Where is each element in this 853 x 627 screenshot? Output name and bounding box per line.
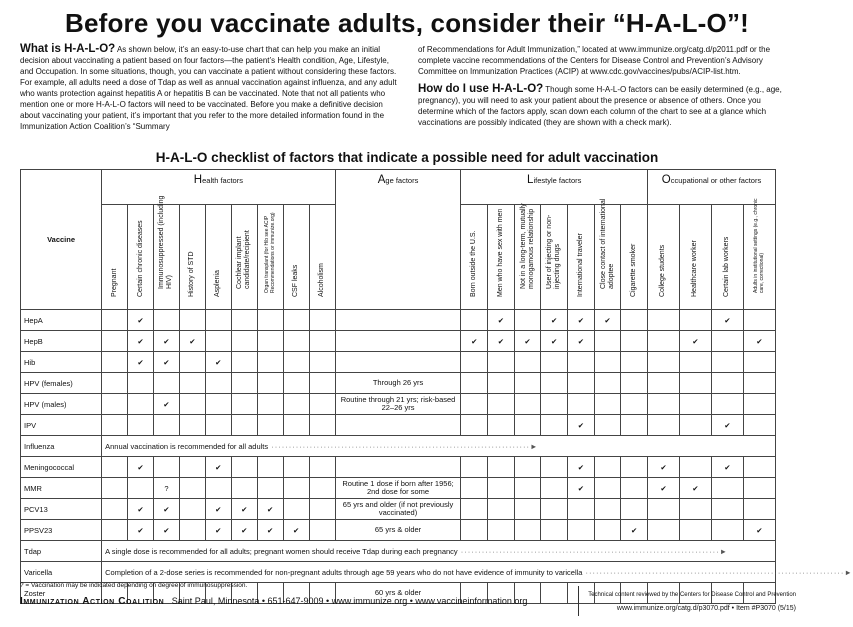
- table-row: [21, 352, 776, 373]
- empty-cell: [461, 352, 488, 373]
- age-factor-cell: 65 yrs and older (if not previously vaccinated): [335, 499, 461, 520]
- vaccine-name: Zoster: [21, 583, 102, 604]
- age-factor-cell: [335, 310, 461, 331]
- empty-cell: [283, 373, 309, 394]
- vaccine-name: PPSV23: [21, 520, 102, 541]
- empty-cell: [461, 373, 488, 394]
- check-icon: ✔: [541, 331, 568, 352]
- empty-cell: [283, 415, 309, 436]
- vaccine-name: MMR: [21, 478, 102, 499]
- table-row: [21, 394, 776, 415]
- occupational-factor-healthcare-worker: Healthcare worker: [679, 205, 711, 310]
- age-factors-header: Age factors: [335, 170, 461, 310]
- lifestyle-factor-born-outside-the-u-s: Born outside the U.S.: [461, 205, 488, 310]
- vaccine-name: Influenza: [21, 436, 102, 457]
- empty-cell: [648, 352, 680, 373]
- table-row: [21, 415, 776, 436]
- empty-cell: [283, 331, 309, 352]
- what-text: As shown below, it’s an easy-to-use chart that can help you make an initial decision about vaccinating a patient based on four factors—the patient’s Health condition, Age, Lifestyle, and Occupation. In some situations, though, you can vaccinate a patient without considering these factors. For example, all adults need a dose of Tdap as well as annual vaccination against influenza, and any adult who wants protection against hepatitis A or hepatitis B can be vaccinated. Note that not all patients who mention one or more H-A-L-O factors will need to be vaccinated. Before you make a definitive decision about vaccinating your patient, it’s important that you refer to the more detailed information found in the Immunization Action Coalition’s “Summary: [20, 45, 397, 131]
- empty-cell: [648, 394, 680, 415]
- check-icon: ✔: [153, 352, 179, 373]
- empty-cell: [102, 520, 128, 541]
- empty-cell: [461, 520, 488, 541]
- empty-cell: [283, 310, 309, 331]
- empty-cell: [679, 310, 711, 331]
- empty-cell: [743, 373, 775, 394]
- empty-cell: [283, 457, 309, 478]
- check-icon: ✔: [568, 415, 595, 436]
- empty-cell: [711, 520, 743, 541]
- empty-cell: [621, 415, 648, 436]
- empty-cell: [514, 394, 541, 415]
- lifestyle-factor-close-contact-of-international: Close contact of international adoptee: [594, 205, 621, 310]
- empty-cell: [488, 352, 515, 373]
- check-icon: ✔: [128, 499, 154, 520]
- empty-cell: [594, 457, 621, 478]
- check-icon: ✔: [153, 499, 179, 520]
- empty-cell: [711, 373, 743, 394]
- age-factor-cell: Routine through 21 yrs; risk-based 22–26 yrs: [335, 394, 461, 415]
- empty-cell: [153, 457, 179, 478]
- empty-cell: [679, 499, 711, 520]
- empty-cell: [743, 352, 775, 373]
- check-icon: ✔: [128, 352, 154, 373]
- empty-cell: [488, 415, 515, 436]
- vaccine-name: PCV13: [21, 499, 102, 520]
- table-row: [21, 499, 776, 520]
- check-icon: ✔: [648, 478, 680, 499]
- empty-cell: [743, 457, 775, 478]
- empty-cell: [231, 331, 257, 352]
- empty-cell: [711, 478, 743, 499]
- check-icon: ✔: [488, 310, 515, 331]
- empty-cell: [231, 394, 257, 415]
- check-icon: ✔: [153, 520, 179, 541]
- age-factor-cell: 65 yrs & older: [335, 520, 461, 541]
- empty-cell: [205, 394, 231, 415]
- recommendation-text: Annual vaccination is recommended for all adults ··········································································►: [102, 436, 776, 457]
- check-icon: ✔: [711, 457, 743, 478]
- lifestyle-factor-cigarette-smoker: Cigarette smoker: [621, 205, 648, 310]
- empty-cell: [102, 478, 128, 499]
- age-factor-cell: [335, 331, 461, 352]
- check-icon: ✔: [461, 331, 488, 352]
- empty-cell: [309, 415, 335, 436]
- lifestyle-factor-men-who-have-sex-with-men: Men who have sex with men: [488, 205, 515, 310]
- empty-cell: [179, 373, 205, 394]
- empty-cell: [205, 310, 231, 331]
- empty-cell: [679, 520, 711, 541]
- empty-cell: [257, 352, 283, 373]
- empty-cell: [621, 310, 648, 331]
- empty-cell: [594, 394, 621, 415]
- checklist-title: H-A-L-O checklist of factors that indicate a possible need for adult vaccination: [155, 150, 659, 165]
- empty-cell: [102, 373, 128, 394]
- question-mark: ?: [153, 478, 179, 499]
- age-factor-cell: [335, 415, 461, 436]
- empty-cell: [179, 394, 205, 415]
- check-icon: ✔: [205, 457, 231, 478]
- empty-cell: [179, 352, 205, 373]
- age-factor-cell: [335, 352, 461, 373]
- what-heading: What is H-A-L-O?: [20, 43, 116, 55]
- check-icon: ✔: [594, 310, 621, 331]
- empty-cell: [128, 373, 154, 394]
- empty-cell: [743, 499, 775, 520]
- empty-cell: [257, 373, 283, 394]
- recommendation-text: Completion of a 2-dose series is recommended for non-pregnant adults through age 59 years who do not have evidence of immunity to varicella ··········································································►: [102, 562, 776, 583]
- empty-cell: [568, 520, 595, 541]
- empty-cell: [102, 310, 128, 331]
- how-heading: How do I use H-A-L-O?: [418, 83, 544, 95]
- vaccine-name: Varicella: [21, 562, 102, 583]
- empty-cell: [283, 478, 309, 499]
- empty-cell: [541, 394, 568, 415]
- empty-cell: [743, 310, 775, 331]
- empty-cell: [679, 415, 711, 436]
- empty-cell: [679, 457, 711, 478]
- empty-cell: [541, 352, 568, 373]
- check-icon: ✔: [488, 331, 515, 352]
- empty-cell: [568, 499, 595, 520]
- empty-cell: [648, 499, 680, 520]
- check-icon: ✔: [257, 499, 283, 520]
- age-factor-cell: 60 yrs & older: [335, 583, 461, 604]
- intro-right-column: [418, 44, 798, 128]
- health-factor-organ-transplant-for-hib-see-a: Organ transplant (for Hib see ACIP Recommendations or immunize.org): [257, 205, 283, 310]
- empty-cell: [743, 415, 775, 436]
- empty-cell: [461, 478, 488, 499]
- vaccine-name: Tdap: [21, 541, 102, 562]
- table-row: [21, 373, 776, 394]
- intro-how: [418, 84, 798, 128]
- table-row: [21, 457, 776, 478]
- empty-cell: [541, 373, 568, 394]
- empty-cell: [257, 310, 283, 331]
- vaccine-name: HPV (females): [21, 373, 102, 394]
- vaccine-name: Meningococcal: [21, 457, 102, 478]
- check-icon: ✔: [231, 520, 257, 541]
- vaccine-column-header: Vaccine: [21, 170, 102, 310]
- empty-cell: [257, 394, 283, 415]
- check-icon: ✔: [153, 394, 179, 415]
- empty-cell: [541, 520, 568, 541]
- empty-cell: [488, 394, 515, 415]
- empty-cell: [541, 415, 568, 436]
- empty-cell: [621, 478, 648, 499]
- table-row: [21, 310, 776, 331]
- age-factor-cell: [335, 457, 461, 478]
- check-icon: ✔: [231, 499, 257, 520]
- empty-cell: [648, 415, 680, 436]
- health-factor-history-of-std: History of STD: [179, 205, 205, 310]
- check-icon: ✔: [179, 331, 205, 352]
- empty-cell: [488, 478, 515, 499]
- empty-cell: [128, 478, 154, 499]
- empty-cell: [102, 457, 128, 478]
- how-text: Though some H-A-L-O factors can be easily determined (e.g., age, pregnancy), you will need to ask your patient about the presence or absence of others. Once you determine which of the factors apply, scan down each column of the chart to see at a glance which vaccinations are possibly indicated (they are shown with a check mark).: [418, 85, 782, 127]
- empty-cell: [461, 310, 488, 331]
- footnote: ? = Vaccination may be indicated depending on degree of immunosuppression.: [20, 582, 248, 589]
- check-icon: ✔: [679, 331, 711, 352]
- empty-cell: [102, 499, 128, 520]
- empty-cell: [594, 331, 621, 352]
- check-icon: ✔: [568, 457, 595, 478]
- check-icon: ✔: [541, 310, 568, 331]
- empty-cell: [514, 457, 541, 478]
- check-icon: ✔: [621, 520, 648, 541]
- vaccine-name: Hib: [21, 352, 102, 373]
- health-factor-pregnant: Pregnant: [102, 205, 128, 310]
- age-factor-cell: Through 26 yrs: [335, 373, 461, 394]
- empty-cell: [594, 520, 621, 541]
- empty-cell: [102, 415, 128, 436]
- empty-cell: [541, 583, 568, 604]
- empty-cell: [648, 331, 680, 352]
- table-row: [21, 436, 776, 457]
- empty-cell: [743, 478, 775, 499]
- empty-cell: [514, 352, 541, 373]
- empty-cell: [711, 352, 743, 373]
- empty-cell: [514, 415, 541, 436]
- empty-cell: [648, 373, 680, 394]
- page-title: Before you vaccinate adults, consider their “H-A-L-O”!: [64, 8, 750, 38]
- empty-cell: [231, 373, 257, 394]
- table-row: [21, 541, 776, 562]
- empty-cell: [594, 499, 621, 520]
- empty-cell: [153, 310, 179, 331]
- organization-line: [20, 596, 527, 607]
- empty-cell: [514, 499, 541, 520]
- empty-cell: [309, 373, 335, 394]
- check-icon: ✔: [205, 520, 231, 541]
- empty-cell: [488, 373, 515, 394]
- empty-cell: [205, 415, 231, 436]
- check-icon: ✔: [743, 520, 775, 541]
- check-icon: ✔: [205, 499, 231, 520]
- empty-cell: [711, 331, 743, 352]
- check-icon: ✔: [257, 520, 283, 541]
- empty-cell: [679, 394, 711, 415]
- empty-cell: [461, 499, 488, 520]
- check-icon: ✔: [679, 478, 711, 499]
- empty-cell: [309, 331, 335, 352]
- empty-cell: [541, 478, 568, 499]
- organization-name: Immunization Action Coalition: [20, 596, 165, 607]
- lifestyle-factor-not-in-a-long-term-mutually-mo: Not in a long-term, mutually monogamous relationship: [514, 205, 541, 310]
- footer-divider: [578, 586, 579, 616]
- empty-cell: [568, 394, 595, 415]
- occupational-factor-certain-lab-workers: Certain lab workers: [711, 205, 743, 310]
- empty-cell: [594, 373, 621, 394]
- empty-cell: [514, 310, 541, 331]
- halo-checklist-table: [20, 169, 853, 604]
- empty-cell: [711, 394, 743, 415]
- empty-cell: [179, 310, 205, 331]
- empty-cell: [309, 478, 335, 499]
- health-factor-asplenia: Asplenia: [205, 205, 231, 310]
- empty-cell: [179, 478, 205, 499]
- empty-cell: [205, 373, 231, 394]
- empty-cell: [231, 478, 257, 499]
- health-factor-cochlear-implant-candidate-rec: Cochlear implant candidate/recipient: [231, 205, 257, 310]
- table-row: [21, 562, 776, 583]
- empty-cell: [179, 415, 205, 436]
- empty-cell: [648, 520, 680, 541]
- empty-cell: [621, 394, 648, 415]
- empty-cell: [205, 478, 231, 499]
- lifestyle-factor-user-of-injecting-or-non-injec: User of injecting or non-injecting drugs: [541, 205, 568, 310]
- empty-cell: [594, 352, 621, 373]
- empty-cell: [514, 520, 541, 541]
- group-header-row: [21, 170, 776, 205]
- occupational-factor-adults-in-institutional-settin: Adults in institutional settings (e.g., chronic care, correctional): [743, 205, 775, 310]
- empty-cell: [257, 457, 283, 478]
- empty-cell: [594, 415, 621, 436]
- empty-cell: [488, 520, 515, 541]
- empty-cell: [179, 457, 205, 478]
- table-row: [21, 520, 776, 541]
- empty-cell: [488, 457, 515, 478]
- empty-cell: [488, 499, 515, 520]
- empty-cell: [283, 394, 309, 415]
- arrow-right-icon: ··········································································►: [582, 567, 853, 577]
- empty-cell: [205, 331, 231, 352]
- vaccine-name: HPV (males): [21, 394, 102, 415]
- check-icon: ✔: [128, 520, 154, 541]
- empty-cell: [461, 394, 488, 415]
- lifestyle-factor-international-traveler: International traveler: [568, 205, 595, 310]
- empty-cell: [679, 352, 711, 373]
- empty-cell: [461, 457, 488, 478]
- check-icon: ✔: [568, 331, 595, 352]
- empty-cell: [679, 373, 711, 394]
- empty-cell: [153, 373, 179, 394]
- vaccine-name: HepB: [21, 331, 102, 352]
- vaccine-name: HepA: [21, 310, 102, 331]
- empty-cell: [621, 352, 648, 373]
- organization-info: Saint Paul, Minnesota • 651-647-9009 • www.immunize.org • www.vaccineinformation.org: [171, 596, 528, 606]
- item-info: www.immunize.org/catg.d/p3070.pdf • Item #P3070 (5/15): [616, 605, 796, 612]
- empty-cell: [257, 415, 283, 436]
- empty-cell: [621, 331, 648, 352]
- check-icon: ✔: [743, 331, 775, 352]
- check-icon: ✔: [128, 310, 154, 331]
- empty-cell: [128, 415, 154, 436]
- empty-cell: [102, 331, 128, 352]
- empty-cell: [621, 373, 648, 394]
- check-icon: ✔: [568, 478, 595, 499]
- empty-cell: [283, 499, 309, 520]
- empty-cell: [309, 394, 335, 415]
- empty-cell: [309, 457, 335, 478]
- empty-cell: [231, 457, 257, 478]
- review-note: Technical content reviewed by the Centers for Disease Control and Prevention: [588, 592, 796, 598]
- lifestyle-factors-header: Lifestyle factors: [461, 170, 648, 205]
- check-icon: ✔: [568, 310, 595, 331]
- health-factors-header: Health factors: [102, 170, 336, 205]
- empty-cell: [568, 373, 595, 394]
- occupational-factors-header: Occupational or other factors: [648, 170, 776, 205]
- empty-cell: [514, 373, 541, 394]
- empty-cell: [711, 499, 743, 520]
- empty-cell: [309, 499, 335, 520]
- check-icon: ✔: [711, 310, 743, 331]
- arrow-right-icon: ··········································································►: [457, 546, 729, 556]
- check-icon: ✔: [205, 352, 231, 373]
- empty-cell: [309, 520, 335, 541]
- empty-cell: [309, 310, 335, 331]
- empty-cell: [541, 457, 568, 478]
- empty-cell: [309, 352, 335, 373]
- empty-cell: [283, 352, 309, 373]
- empty-cell: [257, 331, 283, 352]
- health-factor-csf-leaks: CSF leaks: [283, 205, 309, 310]
- check-icon: ✔: [153, 331, 179, 352]
- empty-cell: [257, 478, 283, 499]
- arrow-right-icon: ··········································································►: [268, 441, 539, 451]
- empty-cell: [231, 352, 257, 373]
- health-factor-alcoholism: Alcoholism: [309, 205, 335, 310]
- empty-cell: [568, 352, 595, 373]
- health-factor-certain-chronic-diseases: Certain chronic diseases: [128, 205, 154, 310]
- check-icon: ✔: [128, 457, 154, 478]
- table-body: [21, 310, 853, 604]
- check-icon: ✔: [514, 331, 541, 352]
- empty-cell: [128, 394, 154, 415]
- empty-cell: [102, 394, 128, 415]
- empty-cell: [541, 499, 568, 520]
- empty-cell: [179, 499, 205, 520]
- check-icon: ✔: [711, 415, 743, 436]
- vaccine-name: IPV: [21, 415, 102, 436]
- age-factor-cell: Routine 1 dose if born after 1956; 2nd dose for some: [335, 478, 461, 499]
- empty-cell: [153, 415, 179, 436]
- empty-cell: [102, 352, 128, 373]
- empty-cell: [231, 415, 257, 436]
- empty-cell: [231, 310, 257, 331]
- table-row: [21, 478, 776, 499]
- check-icon: ✔: [128, 331, 154, 352]
- recommendation-text: A single dose is recommended for all adults; pregnant women should receive Tdap during each pregnancy ··········································································►: [102, 541, 776, 562]
- empty-cell: [179, 520, 205, 541]
- empty-cell: [743, 394, 775, 415]
- occupational-factor-college-students: College students: [648, 205, 680, 310]
- empty-cell: [461, 415, 488, 436]
- intro-what: [20, 44, 398, 132]
- empty-cell: [648, 310, 680, 331]
- what-text-continued: of Recommendations for Adult Immunization,” located at www.immunize.org/catg.d/p2011.pdf or the complete vaccine recommendations of the Centers for Disease Control and Prevention’s Advisory Committee on Immunization Practices (ACIP) at www.cdc.gov/vaccines/pubs/ACIP-list.htm.: [418, 45, 771, 76]
- empty-cell: [594, 478, 621, 499]
- table-row: [21, 331, 776, 352]
- check-icon: ✔: [648, 457, 680, 478]
- check-icon: ✔: [283, 520, 309, 541]
- empty-cell: [621, 499, 648, 520]
- empty-cell: [621, 457, 648, 478]
- footer-right: [586, 589, 796, 615]
- health-factor-immunosuppressed-including-hiv: Immunosuppressed (including HIV): [153, 205, 179, 310]
- empty-cell: [514, 478, 541, 499]
